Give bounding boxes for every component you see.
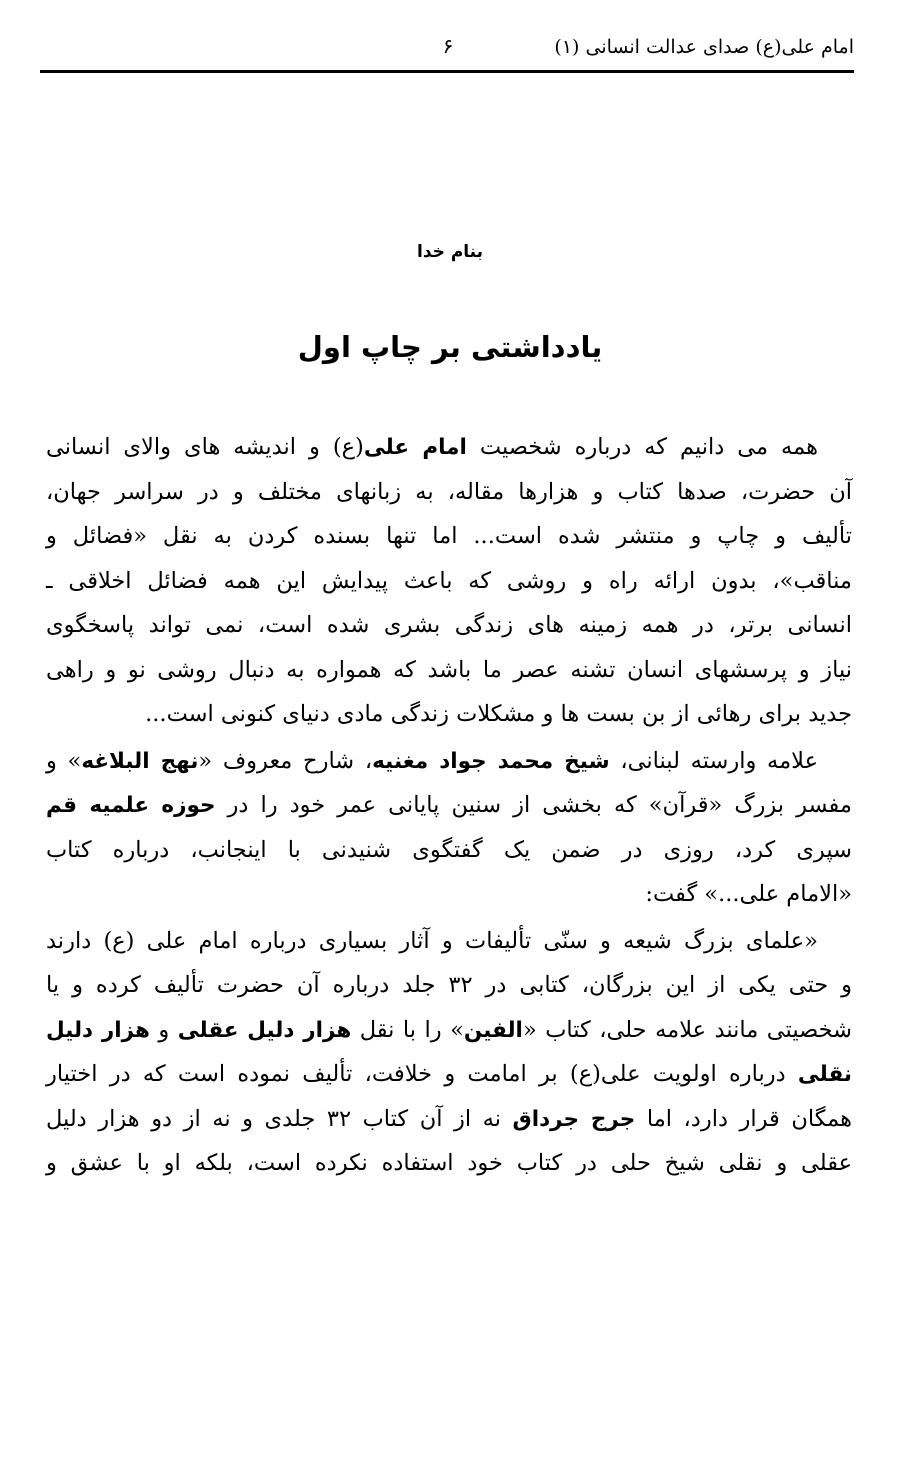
bold-term: هزار دلیل [46,1017,150,1043]
header-divider [40,70,854,73]
text-run: همگان قرار دارد، اما [635,1105,853,1132]
text-run: نیاز و پرسشهای انسان تشنه عصر ما باشد که همواره به دنبال روشی نو و راهی [46,656,852,683]
text-run: نه از آن کتاب ۳۲ جلدی و نه از دو هزار دلیل [46,1105,513,1132]
basmala-heading: بنام خدا [417,242,483,262]
paragraph-1-line [46,559,852,604]
paragraph-3-line [46,1141,852,1186]
text-run: علامه وارسته لبنانی، [609,747,818,774]
bold-term: جرج جرداق [512,1106,636,1132]
paragraph-1-line [46,425,852,470]
text-run: سپری کرد، روزی در ضمن یک گفتگوی شنیدنی با اینجانب، درباره کتاب [46,836,852,863]
text-run: و [149,1016,178,1043]
text-run: مناقب»، بدون ارائه راه و روشی که باعث پیدایش این همه فضائل اخلاقی ـ [46,567,852,594]
text-run: (ع) و اندیشه های والای انسانی [46,434,364,460]
paragraph-1-line [46,603,852,648]
text-run: ، شارح معروف « [198,747,373,774]
bold-term: حوزه علمیه قم [46,793,216,818]
paragraph-1-line [46,692,852,737]
body-text [46,425,852,1186]
paragraph-2-line [46,828,852,873]
paragraph-1-line [46,470,852,515]
bold-term: نهج البلاغه [81,748,199,774]
text-run: همه می دانیم که درباره شخصیت [466,434,818,460]
bold-term: امام علی [363,435,467,460]
paragraph-3-line [46,963,852,1008]
paragraph-2-line [46,783,852,828]
running-header-title: امام علی(ع) صدای عدالت انسانی (۱) [554,36,854,58]
bold-term: نقلی [797,1062,852,1087]
text-run: درباره اولویت علی(ع) بر امامت و خلافت، تألیف نموده است که در اختیار [46,1061,798,1087]
text-run: «علمای بزرگ شیعه و سنّی تألیفات و آثار بسیاری درباره امام علی (ع) دارند [46,927,818,954]
text-run: شخصیتی مانند علامه حلی، کتاب « [522,1016,853,1043]
paragraph-1-line [46,648,852,693]
paragraph-2-line [46,872,852,917]
text-run: آن حضرت، صدها کتاب و هزارها مقاله، به زبانهای مختلف و در سراسر جهان، [46,478,852,505]
paragraph-2-line [46,739,852,784]
text-run: تألیف و چاپ و منتشر شده است... اما تنها بسنده کردن به نقل «فضائل و [46,523,852,549]
paragraph-3-line [46,1052,852,1097]
text-run: » را با نقل [351,1016,464,1043]
text-run: عقلی و نقلی شیخ حلی در کتاب خود استفاده نکرده است، بلکه او با عشق و [46,1150,852,1176]
page-number: ۶ [442,34,454,58]
paragraph-3-line [46,1008,852,1053]
running-header [40,34,854,70]
text-run: » و [46,747,82,774]
paragraph-3-line [46,919,852,964]
text-run: و حتی یکی از این بزرگان، کتابی در ۳۲ جلد درباره آن حضرت تألیف کرده و یا [46,972,852,998]
text-run: «الامام علی...» گفت: [645,881,852,907]
bold-term: هزار دلیل عقلی [177,1017,352,1043]
bold-term: الفین [463,1017,523,1043]
chapter-title: یادداشتی بر چاپ اول [297,330,603,364]
bold-term: شیخ محمد جواد مغنیه [372,748,610,774]
text-run: مفسر بزرگ «قرآن» که بخشی از سنین پایانی عمر خود را در [215,792,852,818]
text-run: جدید برای رهائی از بن بست ها و مشکلات زندگی مادی دنیای کنونی است... [145,701,852,727]
text-run: انسانی برتر، در همه زمینه های زندگی بشری شده است، نمی تواند پاسخگوی [46,612,852,638]
paragraph-1-line [46,514,852,559]
paragraph-3-line [46,1097,852,1142]
